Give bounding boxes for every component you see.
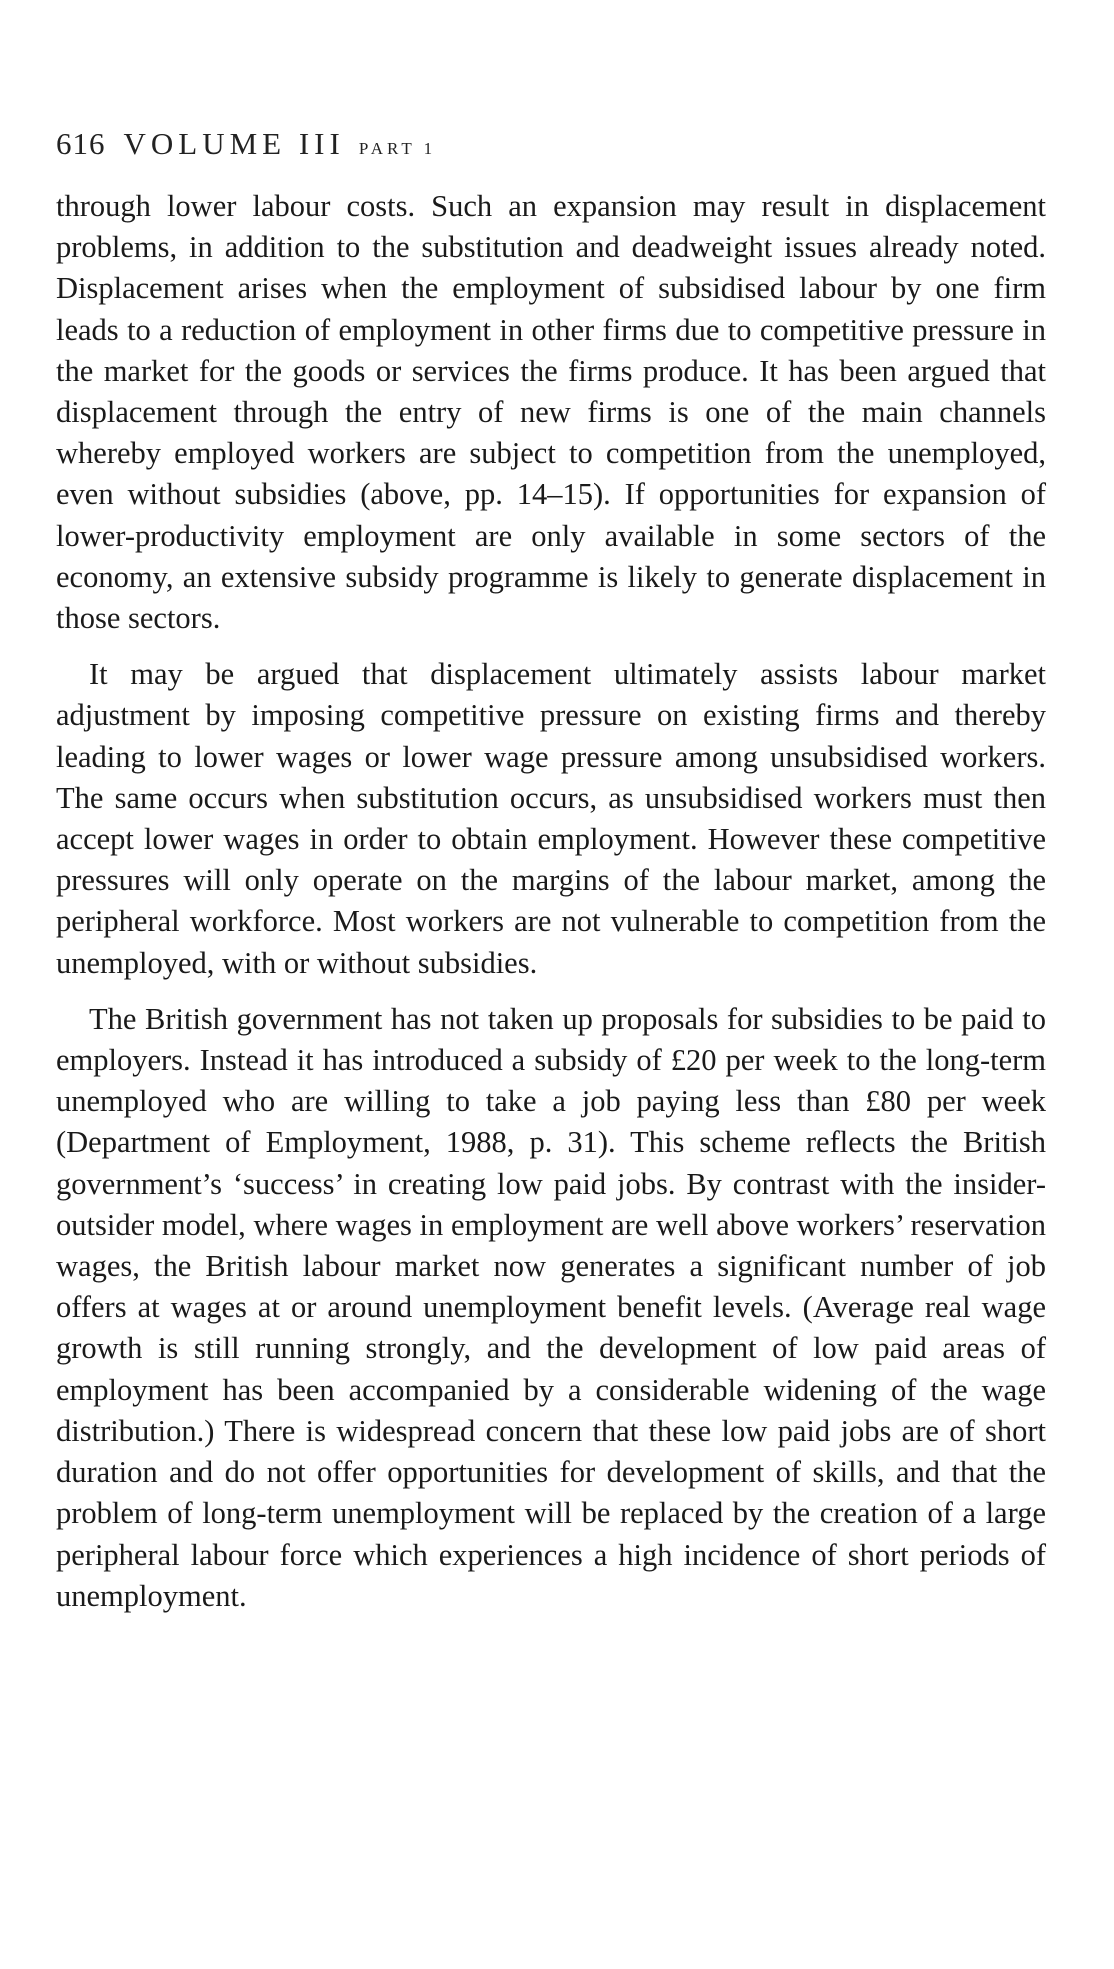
part-label: PART 1: [358, 139, 437, 158]
page-number: 616: [56, 126, 106, 161]
paragraph-displacement-adjustment: It may be argued that displacement ultimately assists labour market adjustment by imposing competitive pressure on existing firms and thereby leading to lower wages or lower wage pressure among unsubsidised workers. The same occurs when substitution occurs, as unsubsidised workers must then accept lower wages in order to obtain employment. However these competitive pressures will only operate on the margins of the labour market, among the peripheral workforce. Most workers are not vulnerable to competition from the unemployed, with or without subsidies.: [56, 657, 1046, 980]
body-text: [56, 186, 1046, 1617]
running-head: [56, 126, 436, 167]
paragraph-british-government: The British government has not taken up proposals for subsidies to be paid to employers. Instead it has introduced a subsidy of £20 per week to the long-term unemployed who are willing to take a job paying less than £80 per week (Department of Employment, 1988, p. 31). This scheme reflects the British government’s ‘success’ in creating low paid jobs. By contrast with the insider-outsider model, where wages in employment are well above workers’ reservation wages, the British labour market now generates a significant number of job offers at wages at or around unemployment benefit levels. (Average real wage growth is still running strongly, and the development of low paid areas of employment has been accompanied by a considerable widening of the wage distribution.) There is widespread concern that these low paid jobs are of short duration and do not offer opportunities for development of skills, and that the problem of long-term unemployment will be replaced by the creation of a large peripheral labour force which experiences a high incidence of short periods of unemployment.: [56, 1001, 1046, 1613]
paragraph-continuation: through lower labour costs. Such an expansion may result in displacement problems, in addition to the substitution and deadweight issues already noted. Displacement arises when the employment of subsidised labour by one firm leads to a reduction of employment in other firms due to competitive pressure in the market for the goods or services the firms produce. It has been argued that displacement through the entry of new firms is one of the main channels whereby employed workers are subject to competition from the unemployed, even without subsidies (above, pp. 14–15). If opportunities for expansion of lower-productivity employment are only available in some sectors of the economy, an extensive subsidy programme is likely to generate displacement in those sectors.: [56, 189, 1046, 636]
volume-label: VOLUME III: [123, 126, 345, 161]
